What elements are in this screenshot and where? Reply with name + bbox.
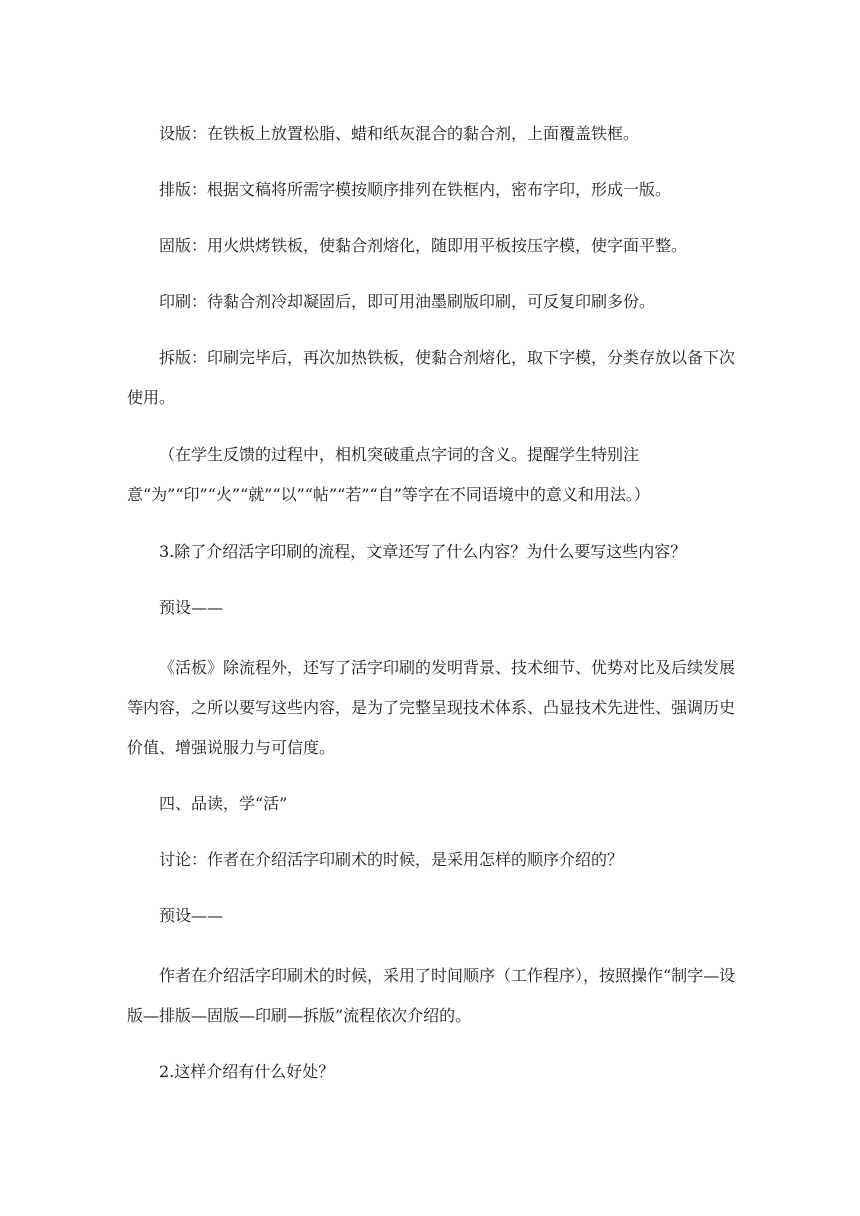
paragraph-teacher-note: （在学生反馈的过程中，相机突破重点字词的含义。提醒学生特别注意“为”“印”“火”“就”“以”“帖”“若”“自”等字在不同语境中的意义和用法。） xyxy=(127,445,650,504)
paragraph-dismantle-plate: 拆版：印刷完毕后，再次加热铁板，使黏合剂熔化，取下字模，分类存放以备下次使用。 xyxy=(127,348,736,407)
paragraph-setup-plate: 设版：在铁板上放置松脂、蜡和纸灰混合的黏合剂，上面覆盖铁框。 xyxy=(159,124,640,143)
paragraph-arrange-plate: 排版：根据文稿将所需字模按顺序排列在铁框内，密布字印，形成一版。 xyxy=(159,180,672,199)
paragraph-discussion: 讨论：作者在介绍活字印刷术的时候，是采用怎样的顺序介绍的？ xyxy=(159,850,624,869)
paragraph-preset-1: 预设—— xyxy=(159,598,224,617)
section-heading-4: 四、品读，学“活” xyxy=(159,794,288,813)
paragraph-printing: 印刷：待黏合剂冷却凝固后，即可用油墨刷版印刷，可反复印刷多份。 xyxy=(159,292,656,311)
paragraph-answer-3: 《活板》除流程外，还写了活字印刷的发明背景、技术细节、优势对比及后续发展等内容，之所以要写这些内容，是为了完整呈现技术体系、凸显技术先进性、强调历史价值、增强说服力与可信度。 xyxy=(127,658,736,757)
paragraph-fix-plate: 固版：用火烘烤铁板，使黏合剂熔化，随即用平板按压字模，使字面平整。 xyxy=(159,236,688,255)
paragraph-answer-discussion: 作者在介绍活字印刷术的时候，采用了时间顺序（工作程序），按照操作“制字—设版—排版—固版—印刷—拆版”流程依次介绍的。 xyxy=(127,966,736,1025)
paragraph-question-3: 3.除了介绍活字印刷的流程，文章还写了什么内容？为什么要写这些内容？ xyxy=(159,542,687,561)
paragraph-preset-2: 预设—— xyxy=(159,906,224,925)
paragraph-question-2: 2.这样介绍有什么好处？ xyxy=(159,1062,335,1081)
